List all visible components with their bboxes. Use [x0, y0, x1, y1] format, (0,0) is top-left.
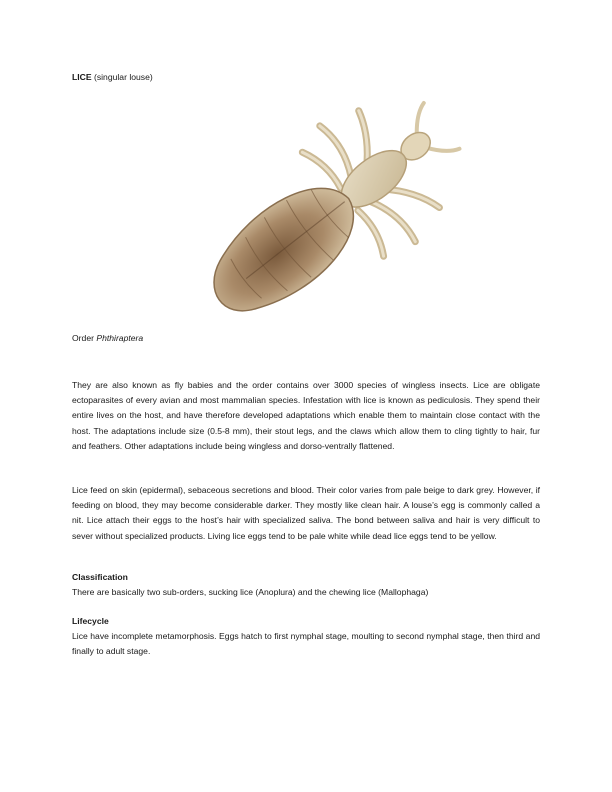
louse-illustration	[155, 92, 495, 342]
paragraph-intro: They are also known as fly babies and the order contains over 3000 species of wingless insects. Lice are obligate ectoparasites of every avian and most mammalian species. Infestation with lice is known as pediculosis. They spend their entire lives on the host, and have therefore developed adaptations which enable them to maintain close contact with the host. The adaptations include size (0.5-8 mm), their stout legs, and the claws which allow them to cling tightly to hair, fur and feathers. Other adaptations include being wingless and dorso-ventrally flattened.	[72, 380, 540, 451]
classification-text: There are basically two sub-orders, sucking lice (Anoplura) and the chewing lice (Mallophaga)	[72, 587, 429, 597]
caption-taxon: Phthiraptera	[96, 333, 144, 343]
paragraph-feeding: Lice feed on skin (epidermal), sebaceous secretions and blood. Their color varies from pale beige to dark grey. However, if feeding on blood, they may become considerable darker. They mostly like clean hair. A louse’s egg is commonly called a nit. Lice attach their eggs to the host’s hair with specialized saliva. The bond between saliva and hair is very difficult to sever without specialized products. Living lice eggs tend to be pale white while dead lice eggs tend to be yellow.	[72, 485, 540, 541]
lifecycle-text: Lice have incomplete metamorphosis. Eggs hatch to first nymphal stage, moulting to second nymphal stage, then third and finally to adult stage.	[72, 631, 540, 657]
caption-prefix: Order	[72, 333, 94, 343]
heading-title: LICE	[72, 72, 92, 82]
lifecycle-heading: Lifecycle	[72, 616, 109, 626]
heading-subtitle: (singular louse)	[93, 72, 153, 82]
classification-heading: Classification	[72, 572, 128, 582]
page-heading	[72, 72, 153, 83]
figure-caption	[72, 333, 143, 344]
